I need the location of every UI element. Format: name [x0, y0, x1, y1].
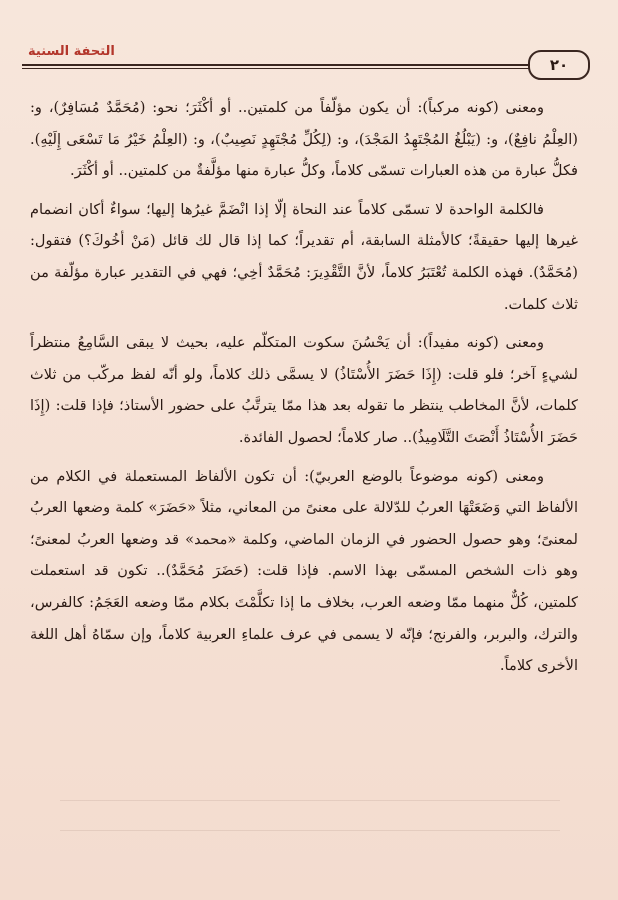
bleed-through-line — [60, 830, 560, 831]
paragraph: ومعنى (كونه موضوعاً بالوضع العربيّ): أن تكون الألفاظ المستعملة في الكلام من الألفاظ التي وَضَعَتْهَا العربُ للدّلالة على معنىً من المعاني، مثلاً «حَضَرَ» كلمة وضعها العربُ لمعنىً؛ وهو حصول الحضور في الزمان الماضي، وكلمة «محمد» قد وضعها العربُ لمعنىً؛ وهو ذات الشخص المسمّى بهذا الاسم. فإذا قلت: (حَضَرَ مُحَمَّدٌ).. تكون قد استعملت كلمتين، كُلٌّ منهما ممّا وضعه العرب، بخلاف ما إذا تكلَّمْتَ بكلام ممّا وضعه العَجَمُ: كالفرس، والترك، والبربر، والفرنج؛ فإنّه لا يسمى في عرف علماءِ العربية كلاماً، وإن سمّاهُ أهل اللغة الأخرى كلاماً. — [30, 467, 578, 675]
page-header — [22, 44, 590, 74]
header-rule — [22, 64, 530, 66]
header-rule-thin — [22, 68, 530, 69]
paragraph: ومعنى (كونه مركباً): أن يكون مؤلّفاً من كلمتين.. أو أكْثَرَ؛ نحو: (مُحَمَّدٌ مُسَافِرٌ)، و: (العِلْمُ نافِعٌ)، و: (يَبْلُغُ المُجْتَهِدُ المَجْدَ)، و: (لِكُلِّ مُجْتَهِدٍ نَصِيبٌ)، و: (العِلْمُ خَيْرُ مَا تَسْعَى إِلَيْهِ). فكلُّ عبارة من هذه العبارات تسمّى كلاماً، وكلُّ عبارة منها مؤلَّفةٌ من كلمتين.. أو أكْثَرَ. — [30, 99, 578, 180]
paragraph: فالكلمة الواحدة لا تسمّى كلاماً عند النحاة إلّا إذا انْضَمَّ غيرُها إليها؛ سواءٌ أكان انضمام غيرها إليها حقيقةً؛ كالأمثلة السابقة، أم تقديراً؛ كما إذا قال لك قائل (مَنْ أخُوكَ؟) فتقول: (مُحَمَّدٌ). فهذه الكلمة تُعْتَبَرُ كلاماً، لأنَّ التَّقْدِيرَ: مُحَمَّدٌ أخِي؛ فهي في التقدير عبارة مؤلّفة من ثلاث كلمات. — [30, 200, 578, 313]
bleed-through-line — [60, 800, 560, 801]
main-text — [30, 92, 578, 682]
page-number: ٢٠ — [528, 50, 590, 80]
book-title: التحفة السنية — [28, 44, 115, 59]
paragraph: ومعنى (كونه مفيداً): أن يَحْسُنَ سكوت المتكلّم عليه، بحيث لا يبقى السَّامِعُ منتظراً لشيءٍ آخر؛ فلو قلت: (إِذَا حَضَرَ الأُسْتَاذُ) لا يسمَّى ذلك كلاماً، ولو أنّه لفظ مركّب من ثلاث كلمات، لأنَّ المخاطب ينتظر ما تقوله بعد هذا ممّا يترتَّبُ على حضور الأستاذ؛ فإذا قلت: (إِذَا حَضَرَ الأُسْتَاذُ أَنْصَتَ التَّلَامِيذُ).. صار كلاماً؛ لحصول الفائدة. — [30, 334, 578, 446]
